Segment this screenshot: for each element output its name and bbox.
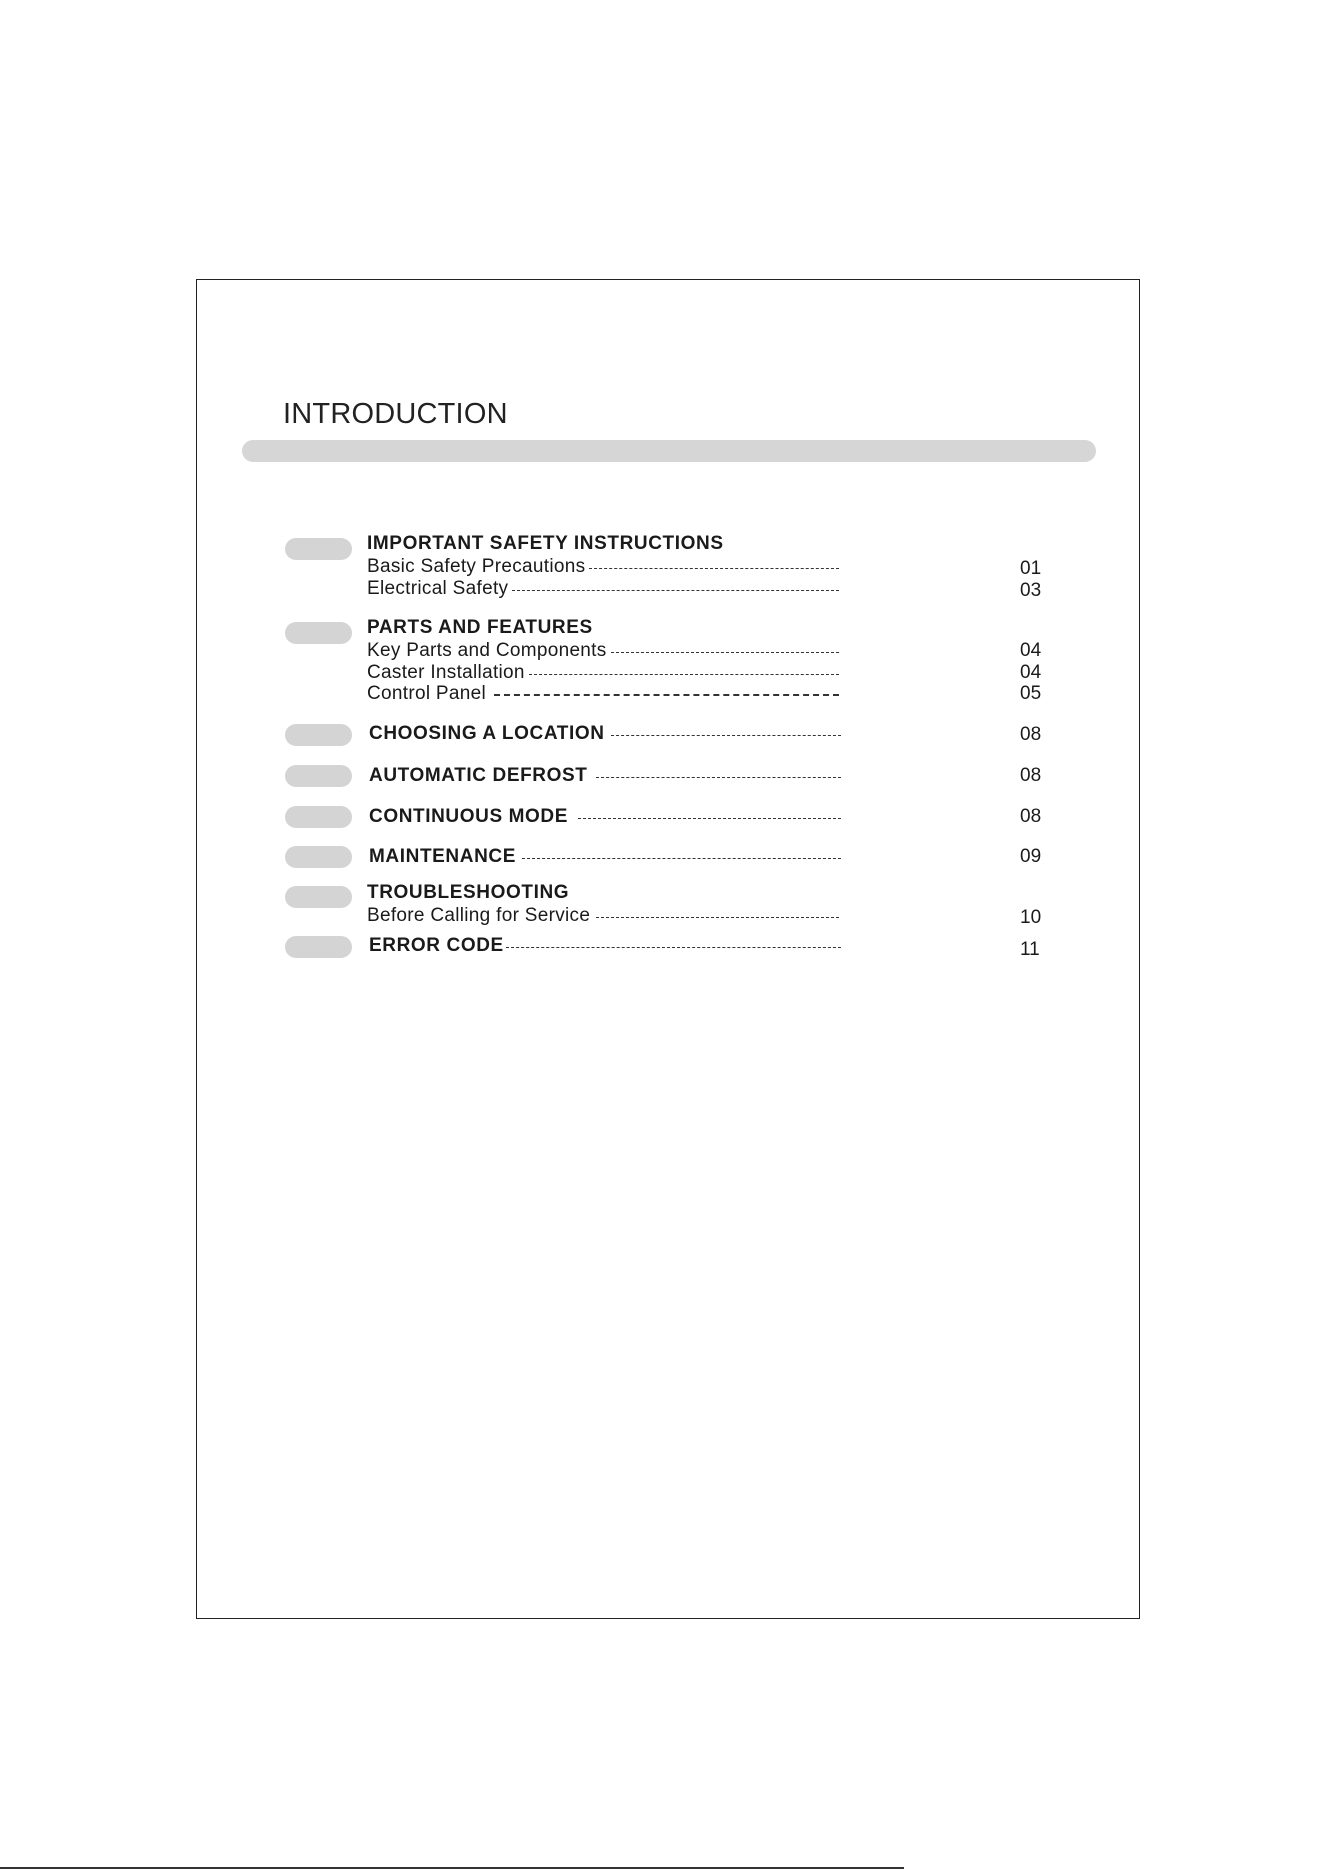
toc-item-control-panel[interactable] bbox=[367, 683, 839, 705]
dotted-leader bbox=[578, 818, 841, 819]
section-marker bbox=[285, 806, 352, 828]
toc-heading-continuous-mode[interactable] bbox=[369, 806, 841, 828]
toc-heading-label: IMPORTANT SAFETY INSTRUCTIONS bbox=[367, 533, 724, 554]
toc-page-number: 09 bbox=[1020, 846, 1042, 867]
page-title: INTRODUCTION bbox=[283, 398, 508, 430]
toc-item-label: Basic Safety Precautions bbox=[367, 556, 586, 577]
toc-item-label: Electrical Safety bbox=[367, 578, 509, 599]
dotted-leader bbox=[589, 568, 839, 569]
section-marker bbox=[285, 538, 352, 560]
section-marker bbox=[285, 846, 352, 868]
dotted-leader bbox=[529, 674, 839, 675]
toc-heading-label: TROUBLESHOOTING bbox=[367, 882, 570, 903]
toc-heading-label: MAINTENANCE bbox=[369, 846, 516, 867]
toc-heading-label: CONTINUOUS MODE bbox=[369, 806, 568, 827]
toc-item-key-parts-and-components[interactable] bbox=[367, 640, 839, 662]
toc-heading-parts-and-features[interactable] bbox=[367, 617, 839, 639]
toc-item-electrical-safety[interactable] bbox=[367, 578, 839, 600]
toc-item-label: Key Parts and Components bbox=[367, 640, 607, 661]
toc-heading-label: AUTOMATIC DEFROST bbox=[369, 765, 588, 786]
section-marker bbox=[285, 724, 352, 746]
toc-page-number: 08 bbox=[1020, 724, 1042, 745]
toc-page-number: 03 bbox=[1020, 580, 1042, 601]
section-marker bbox=[285, 765, 352, 787]
toc-page-number: 04 bbox=[1020, 640, 1042, 661]
toc-item-label: Caster Installation bbox=[367, 662, 525, 683]
toc-page-number: 04 bbox=[1020, 662, 1042, 683]
toc-heading-maintenance[interactable] bbox=[369, 846, 841, 868]
dotted-leader bbox=[512, 590, 839, 591]
toc-heading-label: PARTS AND FEATURES bbox=[367, 617, 593, 638]
toc-heading-label: CHOOSING A LOCATION bbox=[369, 723, 605, 744]
toc-heading-label: ERROR CODE bbox=[369, 935, 504, 956]
toc-item-label: Control Panel bbox=[367, 683, 487, 704]
dotted-leader bbox=[596, 777, 842, 778]
dotted-leader bbox=[611, 735, 841, 736]
toc-page-number: 08 bbox=[1020, 806, 1042, 827]
toc-item-before-calling-for-service[interactable] bbox=[367, 905, 839, 927]
dotted-leader bbox=[506, 947, 841, 948]
toc-heading-troubleshooting[interactable] bbox=[367, 882, 839, 904]
dotted-leader bbox=[494, 694, 839, 696]
bottom-scan-edge bbox=[0, 1867, 904, 1869]
dotted-leader bbox=[596, 917, 839, 918]
toc-page-number: 10 bbox=[1020, 907, 1042, 928]
toc-page-number: 08 bbox=[1020, 765, 1042, 786]
toc-heading-automatic-defrost[interactable] bbox=[369, 765, 841, 787]
section-marker bbox=[285, 886, 352, 908]
toc-page-number: 11 bbox=[1020, 939, 1040, 960]
toc-heading-choosing-a-location[interactable] bbox=[369, 723, 841, 745]
toc-page-number: 05 bbox=[1020, 683, 1042, 704]
dotted-leader bbox=[522, 858, 841, 859]
dotted-leader bbox=[611, 652, 839, 653]
toc-item-basic-safety-precautions[interactable] bbox=[367, 556, 839, 578]
toc-item-label: Before Calling for Service bbox=[367, 905, 591, 926]
toc-heading-important-safety-instructions[interactable] bbox=[367, 533, 839, 555]
section-marker bbox=[285, 622, 352, 644]
toc-item-caster-installation[interactable] bbox=[367, 662, 839, 684]
toc-heading-error-code[interactable] bbox=[369, 935, 841, 957]
toc-page-number: 01 bbox=[1020, 558, 1042, 579]
section-marker bbox=[285, 936, 352, 958]
